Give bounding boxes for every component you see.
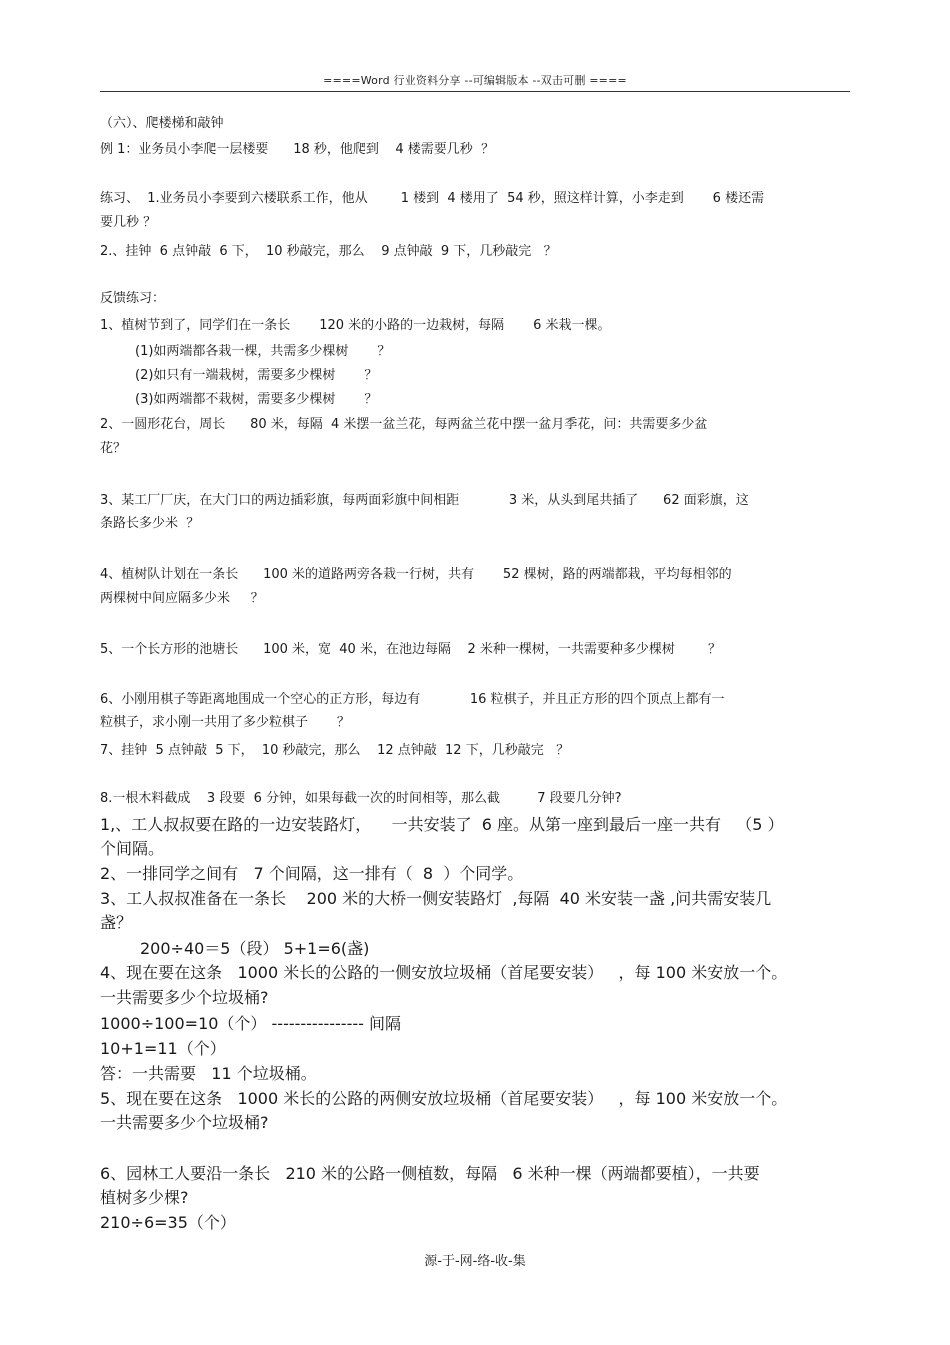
feedback-q1: 1、植树节到了，同学们在一条长 120 米的小路的一边栽树，每隔 6 米栽一棵。 [100,318,611,333]
problem-6-line-1: 6、园林工人要沿一条长 210 米的公路一侧植数，每隔 6 米种一棵（两端都要植），一共要 [100,1164,760,1183]
feedback-q3-line-2: 条路长多少米 ？ [100,516,200,531]
feedback-q8: 8.一根木料截成 3 段要 6 分钟，如果每截一次的时间相等，那么截 7 段要几分钟? [100,791,622,806]
feedback-q6-line-2: 粒棋子，求小刚一共用了多少粒棋子 ？ [100,715,350,730]
problem-4-answer: 答：一共需要 11 个垃圾桶。 [100,1064,317,1083]
problem-4-step-1: 1000÷100=10（个） ---------------- 间隔 [100,1014,401,1033]
problem-5-line-2: 一共需要多少个垃圾桶? [100,1113,269,1132]
feedback-q5: 5、一个长方形的池塘长 100 米，宽 40 米，在池边每隔 2 米种一棵树，一共需要种多少棵树 ？ [100,642,721,657]
feedback-q4-line-2: 两棵树中间应隔多少米 ？ [100,591,264,606]
feedback-q1-sub1: (1)如两端都各栽一棵，共需多少棵树 ？ [135,344,391,359]
header-rule [100,91,850,92]
feedback-q7: 7、挂钟 5 点钟敲 5 下， 10 秒敲完，那么 12 点钟敲 12 下，几秒敲完 ？ [100,743,570,758]
problem-6-solution: 210÷6=35（个） [100,1213,236,1232]
problem-1-line-2: 个间隔。 [100,839,165,858]
exercise-2: 2.、挂钟 6 点钟敲 6 下， 10 秒敲完，那么 9 点钟敲 9 下，几秒敲完 ？ [100,244,557,259]
problem-4-line-2: 一共需要多少个垃圾桶? [100,988,269,1007]
feedback-q2-line-1: 2、一圆形花台，周长 80 米，每隔 4 米摆一盆兰花，每两盆兰花中摆一盆月季花，问：共需要多少盆 [100,417,708,432]
feedback-heading: 反馈练习： [100,291,166,306]
problem-6-line-2: 植树多少棵? [100,1188,189,1207]
problem-2: 2、一排同学之间有 7 个间隔，这一排有（ 8 ）个同学。 [100,864,524,883]
page-header: ====Word 行业资料分享 --可编辑版本 --双击可删 ==== [323,74,627,87]
section-title: （六）、爬楼梯和敲钟 [100,116,224,131]
problem-3-line-1: 3、工人叔叔准备在一条长 200 米的大桥一侧安装路灯 ,每隔 40 米安装一盏 ,问共需安装几 [100,889,772,908]
feedback-q6-line-1: 6、小刚用棋子等距离地围成一个空心的正方形，每边有 16 粒棋子，并且正方形的四个顶点上都有一 [100,692,725,707]
problem-4-line-1: 4、现在要在这条 1000 米长的公路的一侧安放垃圾桶（首尾要安装） ，每 100 米安放一个。 [100,963,788,982]
feedback-q3-line-1: 3、某工厂厂庆，在大门口的两边插彩旗，每两面彩旗中间相距 3 米，从头到尾共插了 62 面彩旗，这 [100,493,749,508]
problem-4-step-2: 10+1=11（个） [100,1039,226,1058]
feedback-q1-sub3: (3)如两端都不栽树，需要多少棵树 ？ [135,392,378,407]
feedback-q2-line-2: 花？ [100,441,127,456]
exercise-1-line-1: 练习、 1.业务员小李要到六楼联系工作，他从 1 楼到 4 楼用了 54 秒，照这样计算，小李走到 6 楼还需 [100,191,765,206]
problem-3-line-2: 盏？ [100,913,133,932]
exercise-1-line-2: 要几秒 ？ [100,215,157,230]
feedback-q4-line-1: 4、植树队计划在一条长 100 米的道路两旁各栽一行树，共有 52 棵树，路的两端都栽，平均每相邻的 [100,567,732,582]
problem-1-line-1: 1,、工人叔叔要在路的一边安装路灯， 一共安装了 6 座。从第一座到最后一座一共有 （5 ） [100,815,784,834]
page-footer: 源-于-网-络-收-集 [424,1254,526,1269]
feedback-q1-sub2: (2)如只有一端栽树，需要多少棵树 ？ [135,368,378,383]
example-1: 例 1：业务员小李爬一层楼要 18 秒，他爬到 4 楼需要几秒 ？ [100,142,495,157]
problem-5-line-1: 5、现在要在这条 1000 米长的公路的两侧安放垃圾桶（首尾要安装） ，每 100 米安放一个。 [100,1089,788,1108]
problem-3-solution: 200÷40＝5（段） 5+1=6(盏) [140,939,370,958]
